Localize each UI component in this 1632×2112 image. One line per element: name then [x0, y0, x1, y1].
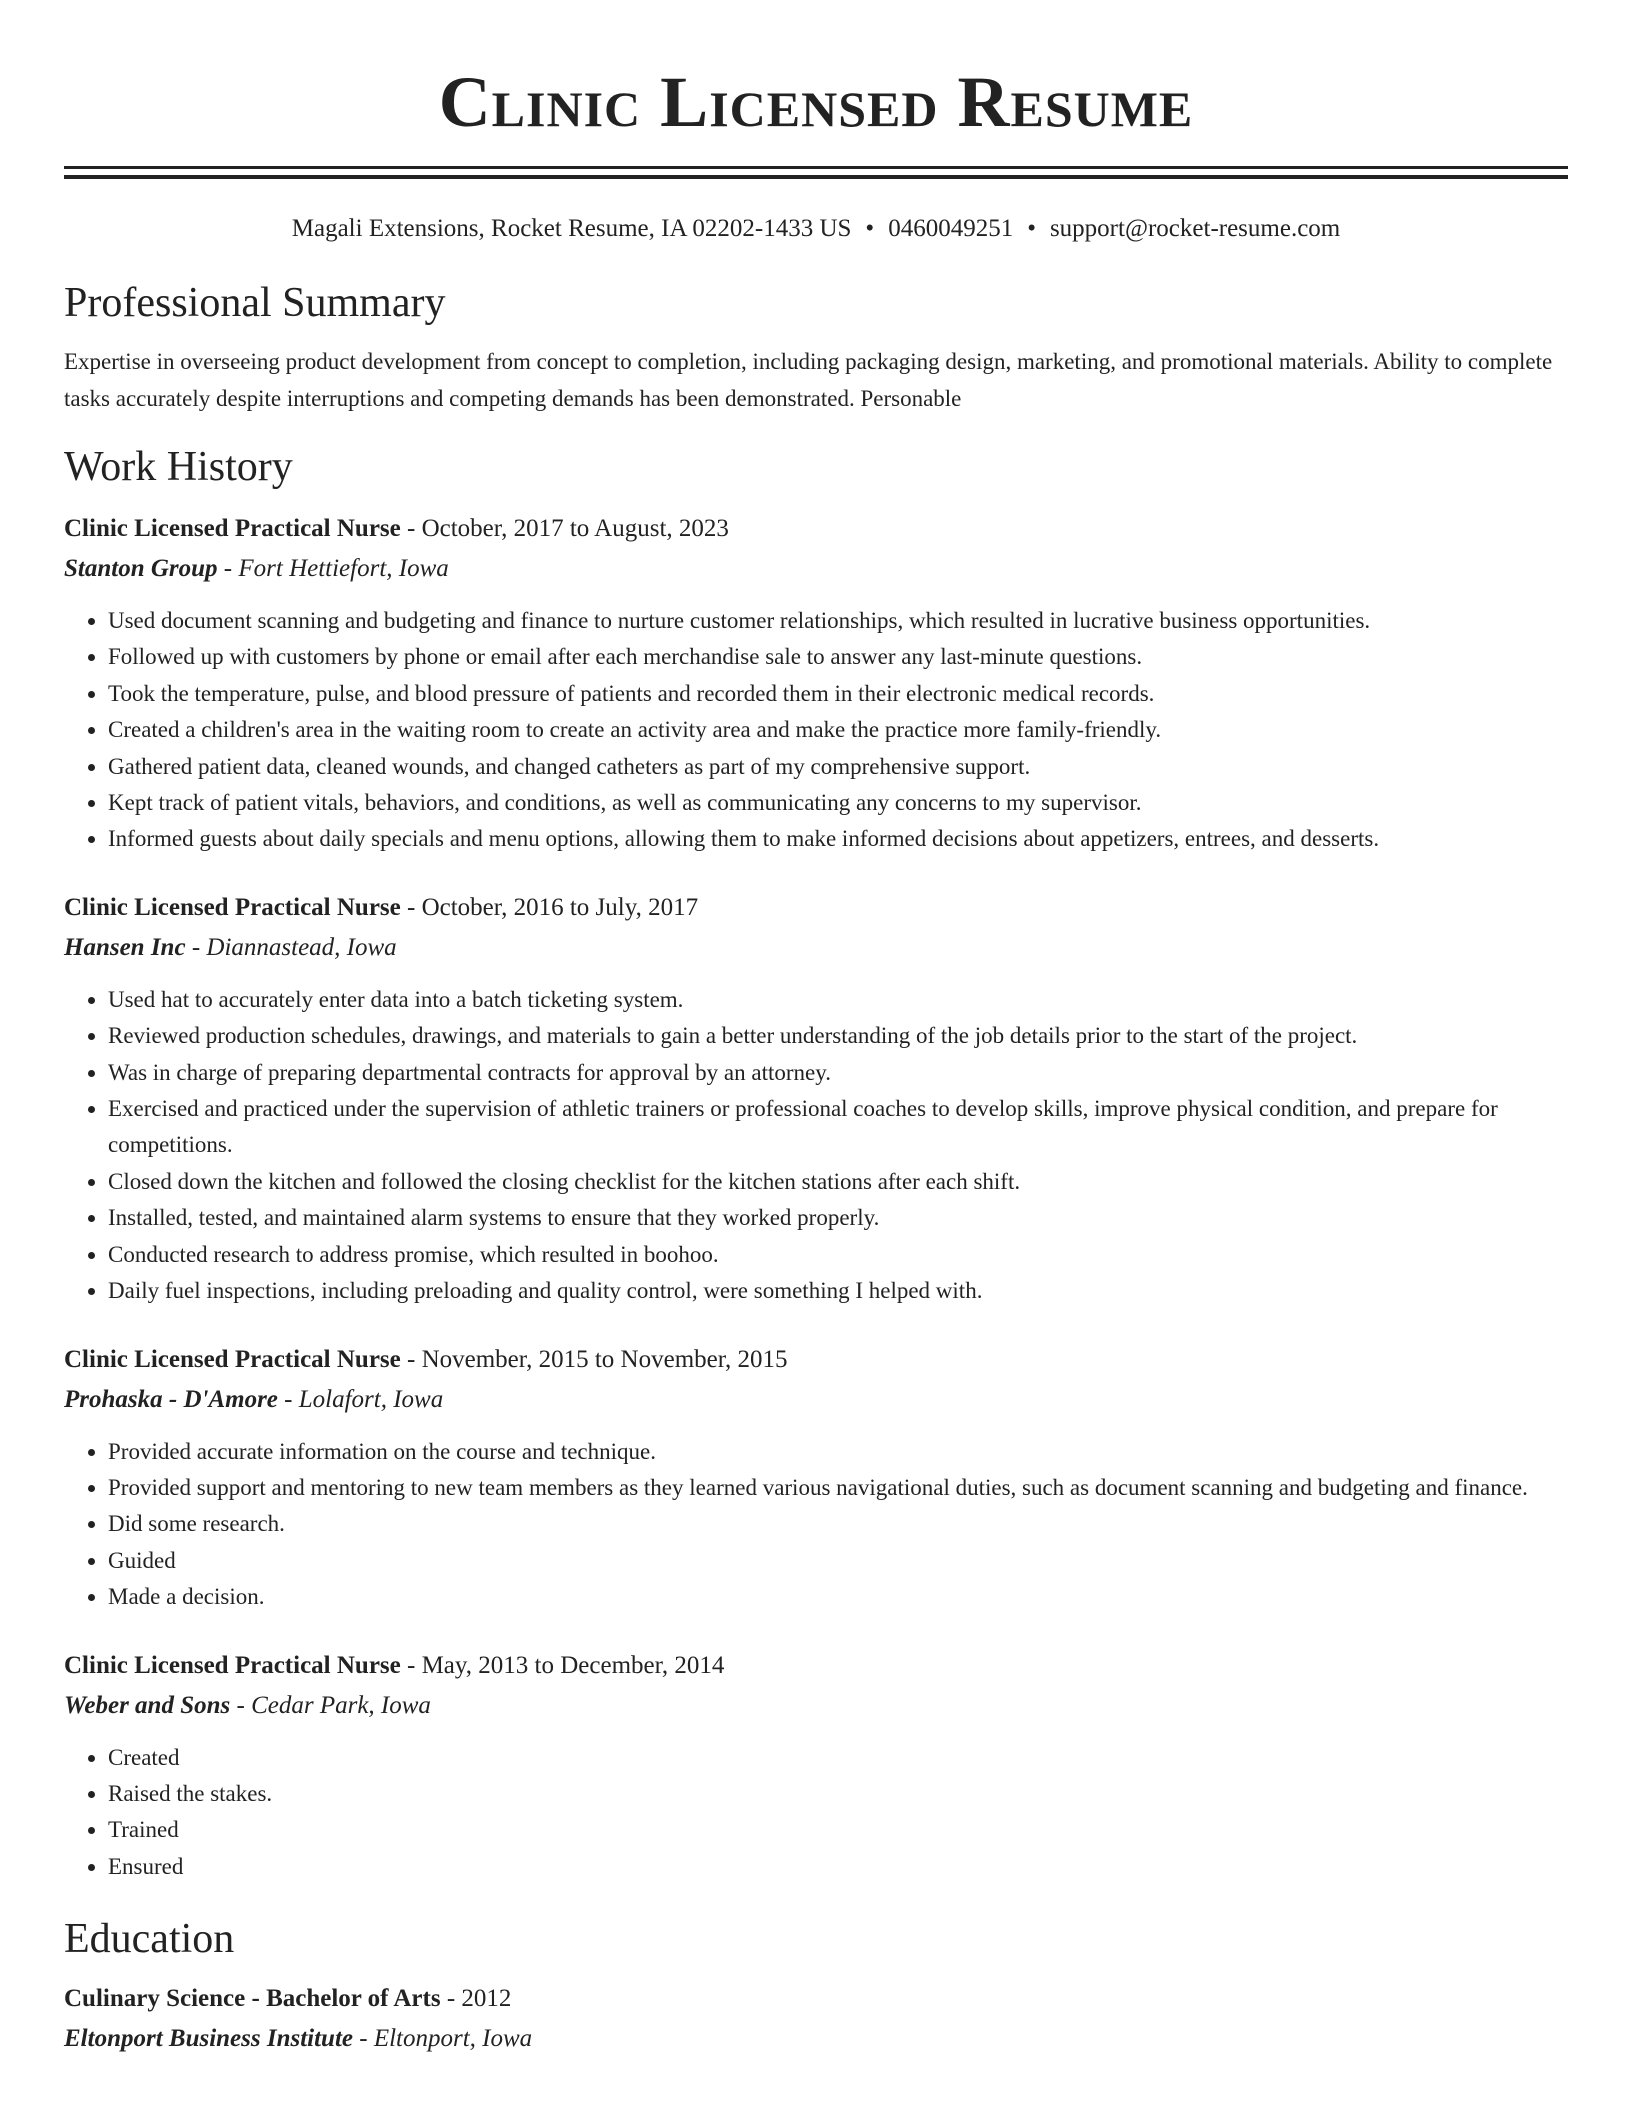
list-item: • Did some research. — [108, 1506, 1568, 1542]
list-item: • Provided support and mentoring to new team members as they learned various navigational duties, such as document scanning and budgeting and finance. — [108, 1470, 1568, 1506]
list-item: • Closed down the kitchen and followed the closing checklist for the kitchen stations after each shift. — [108, 1164, 1568, 1200]
job-employer: Weber and Sons - Cedar Park, Iowa — [64, 1691, 431, 1719]
list-item: • Kept track of patient vitals, behaviors, and conditions, as well as communicating any concerns to my supervisor. — [108, 785, 1568, 821]
list-item: • Followed up with customers by phone or email after each merchandise sale to answer any last-minute questions. — [108, 639, 1568, 675]
job-header: Clinic Licensed Practical Nurse - November, 2015 to November, 2015 — [64, 1345, 788, 1373]
education-degree: Culinary Science - Bachelor of Arts — [64, 1985, 441, 2013]
list-item: • Installed, tested, and maintained alarm systems to ensure that they worked properly. — [108, 1200, 1568, 1236]
job-entry — [64, 1646, 1568, 1886]
job-bullets — [64, 603, 1568, 858]
list-item: • Raised the stakes. — [108, 1776, 1568, 1812]
job-bullets — [64, 1434, 1568, 1616]
list-item: • Trained — [108, 1812, 1568, 1848]
job-company: Hansen Inc — [64, 933, 186, 961]
education-location: Eltonport, Iowa — [373, 2025, 533, 2053]
job-dates: October, 2016 to July, 2017 — [421, 893, 699, 921]
job-entry — [64, 1340, 1568, 1616]
contact-email[interactable]: support@rocket-resume.com — [1049, 215, 1341, 242]
job-role: Clinic Licensed Practical Nurse — [64, 1651, 401, 1679]
list-item: • Guided — [108, 1543, 1568, 1579]
list-item: • Was in charge of preparing departmental contracts for approval by an attorney. — [108, 1055, 1568, 1091]
list-item: • Created a children's area in the waiting room to create an activity area and make the practice more family-friendly. — [108, 712, 1568, 748]
contact-phone: 0460049251 — [888, 215, 1014, 242]
contact-separator: • — [865, 215, 875, 242]
list-item: • Exercised and practiced under the supervision of athletic trainers or professional coaches to develop skills, improve physical condition, and prepare for competitions. — [108, 1091, 1568, 1164]
job-employer: Prohaska - D'Amore - Lolafort, Iowa — [64, 1385, 444, 1413]
job-header: Clinic Licensed Practical Nurse - May, 2013 to December, 2014 — [64, 1651, 725, 1679]
list-item: • Used hat to accurately enter data into a batch ticketing system. — [108, 982, 1568, 1018]
list-item: • Took the temperature, pulse, and blood pressure of patients and recorded them in their electronic medical records. — [108, 676, 1568, 712]
list-item: • Provided accurate information on the course and technique. — [108, 1434, 1568, 1470]
job-location: Diannastead, Iowa — [206, 933, 397, 961]
resume-page — [64, 0, 1568, 2059]
resume-title: Clinic Licensed Resume — [438, 62, 1194, 142]
list-item: • Gathered patient data, cleaned wounds, and changed catheters as part of my comprehensive support. — [108, 749, 1568, 785]
job-location: Fort Hettiefort, Iowa — [238, 555, 449, 582]
job-employer: Hansen Inc - Diannastead, Iowa — [64, 933, 397, 961]
list-item: • Daily fuel inspections, including preloading and quality control, were something I helped with. — [108, 1273, 1568, 1309]
job-dates: May, 2013 to December, 2014 — [421, 1651, 725, 1679]
job-entry — [64, 509, 1568, 858]
list-item: • Used document scanning and budgeting and finance to nurture customer relationships, which resulted in lucrative business opportunities. — [108, 603, 1568, 639]
job-header: Clinic Licensed Practical Nurse - October, 2016 to July, 2017 — [64, 893, 699, 921]
job-dates: October, 2017 to August, 2023 — [421, 515, 729, 542]
list-item: • Conducted research to address promise, which resulted in boohoo. — [108, 1237, 1568, 1273]
education-entry — [64, 1979, 1568, 2059]
job-role: Clinic Licensed Practical Nurse — [64, 1345, 401, 1373]
job-dates: November, 2015 to November, 2015 — [421, 1345, 788, 1373]
job-bullets — [64, 1740, 1568, 1886]
job-employer: Stanton Group - Fort Hettiefort, Iowa — [64, 555, 449, 582]
education-header: Culinary Science - Bachelor of Arts - 2012 — [64, 1985, 512, 2013]
contact-separator: • — [1027, 215, 1036, 242]
list-item: • Created — [108, 1740, 1568, 1776]
title-rule-top — [64, 166, 1568, 169]
job-entry — [64, 888, 1568, 1310]
job-company: Stanton Group — [64, 555, 218, 582]
work-history-heading: Work History — [64, 444, 293, 490]
job-header: Clinic Licensed Practical Nurse - October, 2017 to August, 2023 — [64, 515, 729, 542]
summary-heading: Professional Summary — [64, 280, 446, 326]
list-item: • Informed guests about daily specials and menu options, allowing them to make informed decisions about appetizers, entrees, and desserts. — [108, 821, 1568, 857]
education-school: Eltonport Business Institute — [64, 2025, 354, 2053]
education-school-line: Eltonport Business Institute - Eltonport, Iowa — [64, 2025, 533, 2053]
title-rule-bottom — [64, 175, 1568, 179]
summary-text: Expertise in overseeing product development from concept to completion, including packaging design, marketing, and promotional materials. Ability to complete tasks accurately despite interruptions and competing demands has been demonstrated. Personable — [64, 349, 1553, 411]
contact-line — [64, 213, 1568, 245]
work-history-list — [64, 509, 1568, 1885]
list-item: • Ensured — [108, 1849, 1568, 1885]
list-item: • Reviewed production schedules, drawings, and materials to gain a better understanding of the job details prior to the start of the project. — [108, 1018, 1568, 1054]
job-location: Cedar Park, Iowa — [251, 1691, 431, 1719]
job-role: Clinic Licensed Practical Nurse — [64, 893, 401, 921]
education-heading: Education — [64, 1916, 235, 1963]
education-year: 2012 — [461, 1985, 512, 2013]
job-location: Lolafort, Iowa — [298, 1385, 444, 1413]
job-role: Clinic Licensed Practical Nurse — [64, 515, 401, 542]
contact-address: Magali Extensions, Rocket Resume, IA 02202-1433 US — [291, 215, 852, 242]
list-item: • Made a decision. — [108, 1579, 1568, 1615]
job-company: Weber and Sons — [64, 1691, 231, 1719]
job-bullets — [64, 982, 1568, 1310]
job-company: Prohaska - D'Amore — [64, 1385, 278, 1413]
